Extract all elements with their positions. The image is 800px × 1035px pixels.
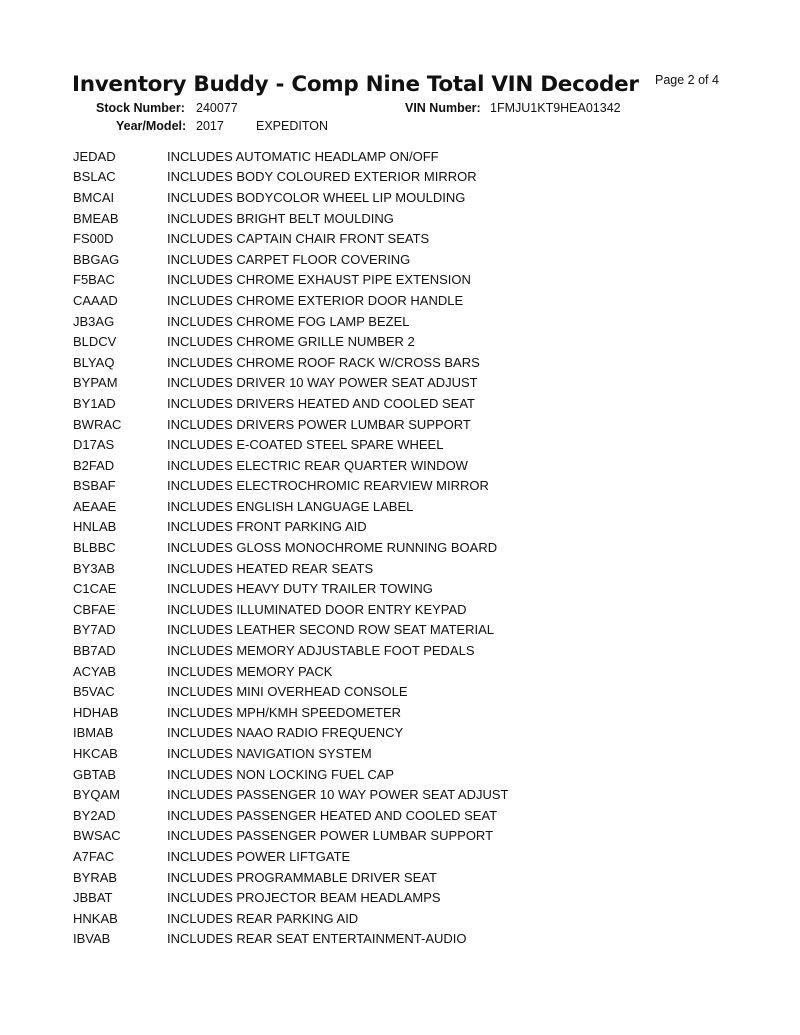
option-list xyxy=(73,146,508,949)
option-description: INCLUDES DRIVER 10 WAY POWER SEAT ADJUST xyxy=(167,375,478,391)
option-description: INCLUDES PASSENGER HEATED AND COOLED SEAT xyxy=(167,807,498,823)
stock-number-label: Stock Number: xyxy=(96,101,185,115)
option-description: INCLUDES E-COATED STEEL SPARE WHEEL xyxy=(167,437,444,453)
option-description: INCLUDES REAR SEAT ENTERTAINMENT-AUDIO xyxy=(167,931,467,947)
page-indicator: Page 2 of 4 xyxy=(655,73,719,87)
option-description: INCLUDES GLOSS MONOCHROME RUNNING BOARD xyxy=(167,540,498,556)
option-description: INCLUDES POWER LIFTGATE xyxy=(167,848,351,864)
option-row xyxy=(73,331,508,352)
option-row xyxy=(73,764,508,785)
option-row xyxy=(73,867,508,888)
option-row xyxy=(73,517,508,538)
option-description: INCLUDES CHROME FOG LAMP BEZEL xyxy=(167,313,410,329)
option-row xyxy=(73,352,508,373)
option-code: BWRAC xyxy=(73,416,122,432)
option-description: INCLUDES CHROME ROOF RACK W/CROSS BARS xyxy=(167,354,480,370)
option-description: INCLUDES CHROME GRILLE NUMBER 2 xyxy=(167,334,415,350)
option-row xyxy=(73,414,508,435)
option-code: BY1AD xyxy=(73,395,116,411)
option-description: INCLUDES DRIVERS HEATED AND COOLED SEAT xyxy=(167,395,475,411)
vin-number-label: VIN Number: xyxy=(405,101,481,115)
option-row xyxy=(73,826,508,847)
vin-number-value: 1FMJU1KT9HEA01342 xyxy=(490,101,621,115)
option-description: INCLUDES PASSENGER POWER LUMBAR SUPPORT xyxy=(167,828,494,844)
option-row xyxy=(73,805,508,826)
option-code: IBMAB xyxy=(73,725,114,741)
option-description: INCLUDES HEAVY DUTY TRAILER TOWING xyxy=(167,581,433,597)
option-code: BYPAM xyxy=(73,375,118,391)
option-row xyxy=(73,661,508,682)
option-description: INCLUDES PROJECTOR BEAM HEADLAMPS xyxy=(167,890,441,906)
option-code: FS00D xyxy=(73,231,114,247)
option-code: BSBAF xyxy=(73,478,116,494)
option-row xyxy=(73,743,508,764)
option-row xyxy=(73,929,508,950)
option-code: BMEAB xyxy=(73,210,119,226)
option-description: INCLUDES FRONT PARKING AID xyxy=(167,519,367,535)
option-row xyxy=(73,723,508,744)
option-code: JBBAT xyxy=(73,890,113,906)
option-description: INCLUDES ILLUMINATED DOOR ENTRY KEYPAD xyxy=(167,601,467,617)
option-description: INCLUDES PASSENGER 10 WAY POWER SEAT ADJUST xyxy=(167,787,509,803)
option-description: INCLUDES PROGRAMMABLE DRIVER SEAT xyxy=(167,869,437,885)
page-title: Inventory Buddy - Comp Nine Total VIN Decoder xyxy=(72,72,639,97)
option-row xyxy=(73,578,508,599)
option-row xyxy=(73,167,508,188)
option-description: INCLUDES HEATED REAR SEATS xyxy=(167,560,374,576)
option-code: D17AS xyxy=(73,437,115,453)
option-code: A7FAC xyxy=(73,848,115,864)
option-row xyxy=(73,311,508,332)
option-row xyxy=(73,373,508,394)
option-code: BSLAC xyxy=(73,169,116,185)
option-code: AEAAE xyxy=(73,498,117,514)
option-row xyxy=(73,393,508,414)
option-code: BWSAC xyxy=(73,828,121,844)
option-code: JEDAD xyxy=(73,148,116,164)
option-description: INCLUDES MPH/KMH SPEEDOMETER xyxy=(167,704,402,720)
option-row xyxy=(73,476,508,497)
option-code: IBVAB xyxy=(73,931,111,947)
option-code: B5VAC xyxy=(73,684,115,700)
option-code: BY7AD xyxy=(73,622,116,638)
option-row xyxy=(73,146,508,167)
option-code: HNKAB xyxy=(73,910,118,926)
option-description: INCLUDES ELECTROCHROMIC REARVIEW MIRROR xyxy=(167,478,489,494)
option-description: INCLUDES REAR PARKING AID xyxy=(167,910,359,926)
option-code: JB3AG xyxy=(73,313,115,329)
option-row xyxy=(73,537,508,558)
model-value: EXPEDITON xyxy=(256,119,329,133)
option-code: BB7AD xyxy=(73,643,116,659)
option-row xyxy=(73,228,508,249)
option-row xyxy=(73,496,508,517)
option-description: INCLUDES ELECTRIC REAR QUARTER WINDOW xyxy=(167,457,468,473)
option-row xyxy=(73,908,508,929)
option-description: INCLUDES CHROME EXHAUST PIPE EXTENSION xyxy=(167,272,471,288)
option-code: BYQAM xyxy=(73,787,120,803)
option-row xyxy=(73,599,508,620)
option-code: HNLAB xyxy=(73,519,117,535)
option-description: INCLUDES CHROME EXTERIOR DOOR HANDLE xyxy=(167,292,464,308)
option-row xyxy=(73,846,508,867)
option-description: INCLUDES NON LOCKING FUEL CAP xyxy=(167,766,395,782)
option-row xyxy=(73,620,508,641)
option-description: INCLUDES NAVIGATION SYSTEM xyxy=(167,746,372,762)
option-code: BYRAB xyxy=(73,869,118,885)
option-code: B2FAD xyxy=(73,457,115,473)
option-code: HKCAB xyxy=(73,746,118,762)
option-description: INCLUDES AUTOMATIC HEADLAMP ON/OFF xyxy=(167,148,439,164)
option-code: HDHAB xyxy=(73,704,119,720)
option-row xyxy=(73,434,508,455)
option-code: CAAAD xyxy=(73,292,118,308)
option-description: INCLUDES BODY COLOURED EXTERIOR MIRROR xyxy=(167,169,477,185)
option-row xyxy=(73,187,508,208)
option-description: INCLUDES BRIGHT BELT MOULDING xyxy=(167,210,394,226)
option-description: INCLUDES DRIVERS POWER LUMBAR SUPPORT xyxy=(167,416,471,432)
option-description: INCLUDES MEMORY ADJUSTABLE FOOT PEDALS xyxy=(167,643,475,659)
option-code: BBGAG xyxy=(73,251,120,267)
option-row xyxy=(73,640,508,661)
option-row xyxy=(73,290,508,311)
option-row xyxy=(73,681,508,702)
option-row xyxy=(73,702,508,723)
option-code: BLYAQ xyxy=(73,354,115,370)
option-code: BLBBC xyxy=(73,540,116,556)
option-description: INCLUDES MINI OVERHEAD CONSOLE xyxy=(167,684,408,700)
option-code: F5BAC xyxy=(73,272,115,288)
option-code: CBFAE xyxy=(73,601,116,617)
option-row xyxy=(73,784,508,805)
option-row xyxy=(73,558,508,579)
option-code: BY3AB xyxy=(73,560,115,576)
option-row xyxy=(73,249,508,270)
option-description: INCLUDES MEMORY PACK xyxy=(167,663,333,679)
year-value: 2017 xyxy=(196,119,224,133)
option-description: INCLUDES CARPET FLOOR COVERING xyxy=(167,251,411,267)
option-description: INCLUDES CAPTAIN CHAIR FRONT SEATS xyxy=(167,231,430,247)
option-code: BY2AD xyxy=(73,807,116,823)
option-code: BMCAI xyxy=(73,189,115,205)
option-code: C1CAE xyxy=(73,581,117,597)
option-description: INCLUDES BODYCOLOR WHEEL LIP MOULDING xyxy=(167,189,466,205)
option-row xyxy=(73,208,508,229)
option-code: GBTAB xyxy=(73,766,117,782)
option-code: ACYAB xyxy=(73,663,117,679)
option-row xyxy=(73,887,508,908)
option-row xyxy=(73,455,508,476)
option-description: INCLUDES ENGLISH LANGUAGE LABEL xyxy=(167,498,414,514)
stock-number-value: 240077 xyxy=(196,101,238,115)
option-description: INCLUDES NAAO RADIO FREQUENCY xyxy=(167,725,404,741)
year-model-label: Year/Model: xyxy=(116,119,187,133)
option-row xyxy=(73,270,508,291)
option-description: INCLUDES LEATHER SECOND ROW SEAT MATERIAL xyxy=(167,622,494,638)
option-code: BLDCV xyxy=(73,334,117,350)
